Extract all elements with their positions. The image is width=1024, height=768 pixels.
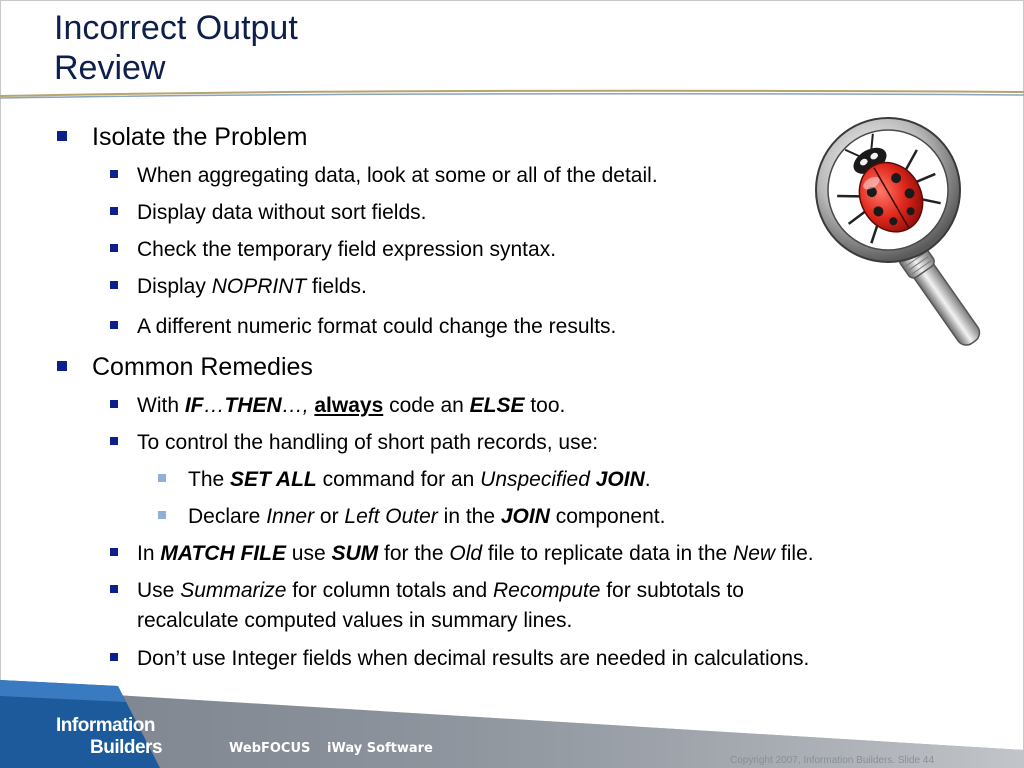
bullet-numeric-format: A different numeric format could change the results. [137,315,617,338]
bullet-match-file [137,539,814,569]
bullet-aggregating: When aggregating data, look at some or all of the detail. [137,164,658,187]
text: …, [281,394,315,417]
keyword-unspecified: Unspecified [480,468,590,491]
text: fields. [306,275,367,298]
bullet-square-icon [110,321,118,329]
product-iway: iWay Software [327,741,433,756]
product-webfocus: WebFOCUS [229,741,311,756]
bullet-integer-fields: Don’t use Integer fields when decimal results are needed in calculations. [137,647,810,670]
text: In [137,542,161,565]
text: Display [137,275,212,298]
keyword-match-file: MATCH FILE [160,542,286,565]
keyword-set-all: SET ALL [230,468,317,491]
keyword-join: JOIN [500,505,550,528]
text: in the [437,505,501,528]
text: The [188,468,231,491]
keyword-old: Old [449,542,483,565]
bullet-short-path: To control the handling of short path records, use: [137,431,599,454]
text: too. [524,394,566,417]
bullet-square-icon [57,131,67,141]
bullet-square-icon [110,244,118,252]
text: file to replicate data in the [482,542,734,565]
keyword-then: THEN [224,394,282,417]
bullet-square-icon [110,400,118,408]
bullet-temp-field: Check the temporary field expression syntax. [137,238,557,261]
text: use [285,542,332,565]
keyword-if: IF [184,394,204,417]
keyword-noprint: NOPRINT [211,275,307,298]
text: command for an [316,468,481,491]
keyword-recompute: Recompute [493,579,601,602]
bullet-square-icon [110,207,118,215]
bullet-square-icon [110,653,118,661]
bullet-square-icon [110,281,118,289]
brand-logo-line2: Builders [90,737,163,758]
bullet-set-all [188,465,651,495]
bullet-square-icon [110,437,118,445]
brand-logo-line1: Information [56,715,155,736]
text: Declare [188,505,267,528]
bullet-isolate-problem: Isolate the Problem [92,123,308,151]
text: for subtotals to [600,579,744,602]
text: or [314,505,345,528]
text: With [137,394,185,417]
bullet-summarize-line2: recalculate computed values in summary lines. [137,609,573,632]
text: . [644,468,651,491]
bullet-sort-fields: Display data without sort fields. [137,201,427,224]
text: Use [137,579,181,602]
text: for column totals and [286,579,493,602]
keyword-summarize: Summarize [180,579,287,602]
bullet-common-remedies: Common Remedies [92,353,313,381]
keyword-sum: SUM [331,542,379,565]
bullet-square-icon [110,170,118,178]
bullet-square-icon [110,548,118,556]
bullet-square-icon [110,585,118,593]
bullet-summarize [137,576,744,606]
keyword-always: always [314,394,384,417]
title-line-2: Review [54,49,166,87]
bullet-square-icon [57,361,67,371]
bullet-square-icon [158,474,166,482]
text: … [203,394,225,417]
keyword-new: New [733,542,776,565]
text: for the [378,542,450,565]
keyword-else: ELSE [469,394,525,417]
title-line-1: Incorrect Output [54,9,298,47]
magnifier-ladybug-icon [812,112,1002,362]
bullet-if-then-else [137,391,565,421]
bullet-noprint [137,272,367,302]
bullet-square-icon [158,511,166,519]
text: code an [383,394,470,417]
copyright-text: Copyright 2007, Information Builders. Slide 44 [730,755,935,766]
keyword-inner: Inner [266,505,315,528]
text: file. [775,542,814,565]
keyword-left-outer: Left Outer [344,505,438,528]
keyword-join: JOIN [595,468,645,491]
text: component. [549,505,666,528]
bullet-declare [188,502,665,532]
